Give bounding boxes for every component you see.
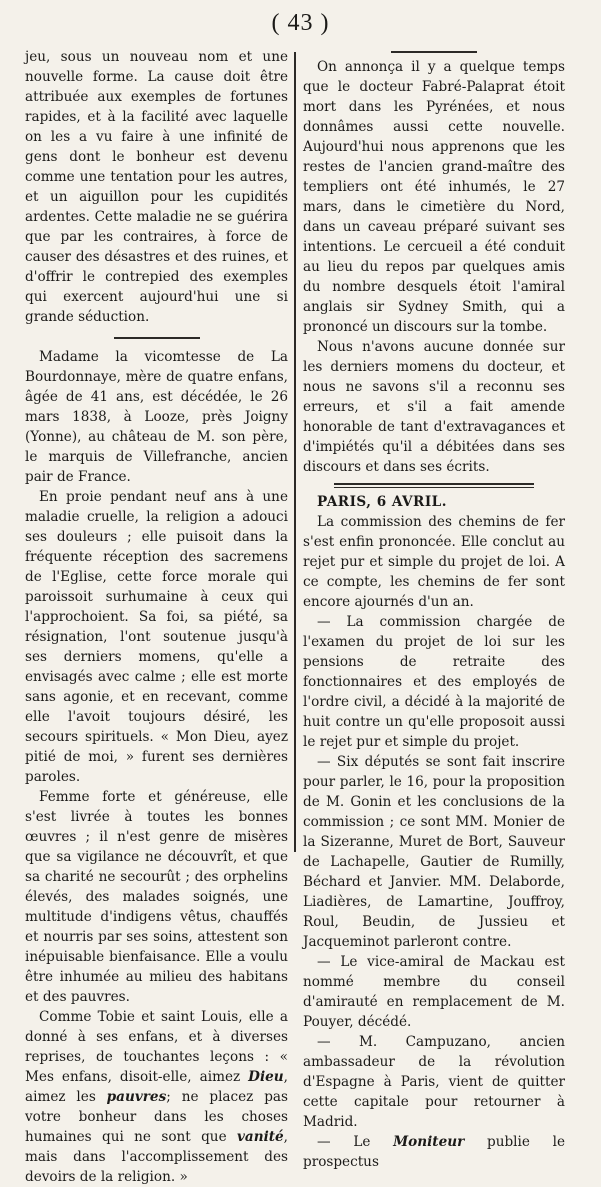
intro-paragraph: jeu, sous un nouveau nom et une nouvelle forme. La cause doit être attribuée aux exemples de fortunes rapides, et à la facilité avec laquelle on les a vu faire à une infinité de gens dont le bonheur est devenu comme une tentation pour les autres, et un aiguillon pour les cupidités ardentes. Cette maladie ne se guérira que par les contraires, à force de causer des désastres et des ruines, et d'offrir le contrepied des exemples qui exercent aujourd'hui une si grande séduction.: [25, 49, 288, 325]
text-run: — Le: [317, 1134, 394, 1150]
paris-last-paragraph: [303, 1132, 565, 1172]
article-separator: [391, 51, 477, 53]
article-separator: [114, 337, 200, 339]
column-divider: [294, 52, 296, 852]
obituary-paragraph: Femme forte et généreuse, elle s'est livrée à toutes les bonnes œuvres ; il n'est genre de misères que sa vigilance ne découvrît, et que sa charité ne secourût ; des orphelins élevés, des malades soignés, une multitude d'indigens vêtus, chauffés et nourris par ses soins, attestent son inépuisable bienfaisance. Elle a voulu être inhumée au milieu des habitans et des pauvres.: [25, 789, 288, 1005]
paris-paragraph: — M. Campuzano, ancien ambassadeur de la révolution d'Espagne à Paris, vient de quitter cette capitale pour retourner à Madrid.: [303, 1034, 565, 1130]
obituary-paragraph: En proie pendant neuf ans à une maladie cruelle, la religion a adouci ses douleurs ; elle puisoit dans la fréquente réception des sacremens de l'Eglise, cette force morale qui paroissoit surhumaine à ceux qui l'approchoient. Sa foi, sa piété, sa résignation, l'ont soutenue jusqu'à ses derniers momens, qu'elle a envisagés avec calme ; elle est morte sans agonie, et en recevant, comme elle l'avoit toujours désiré, les secours spirituels. « Mon Dieu, ayez pitié de moi, » furent ses dernières paroles.: [25, 489, 288, 785]
paris-paragraph: — La commission chargée de l'examen du projet de loi sur les pensions de retraite des fonctionnaires et des employés de l'ordre civil, a décidé à la majorité de huit contre un qu'elle proposoit aussi le rejet pur et simple du projet.: [303, 614, 565, 750]
text-run: , mais dans l'accomplissement des devoirs de la religion. »: [25, 1129, 288, 1185]
section-heading: PARIS, 6 AVRIL.: [317, 494, 447, 510]
paris-paragraph: La commission des chemins de fer s'est enfin prononcée. Elle conclut au rejet pur et simple du projet de loi. A ce compte, les chemins de fer sont encore ajournés d'un an.: [303, 514, 565, 610]
text-run: publie le prospectus: [303, 1134, 566, 1170]
text-run: ; ne placez pas votre bonheur dans les choses humaines qui ne sont que: [25, 1089, 288, 1145]
obituary-paragraph: Madame la vicomtesse de La Bourdonnaye, mère de quatre enfans, âgée de 41 ans, est décédée, le 26 mars 1838, à Looze, près Joigny (Yonne), au château de M. son père, le marquis de Villefranche, ancien pair de France.: [25, 349, 288, 485]
text-run: Comme Tobie et saint Louis, elle a donné à ses enfans, et à diverses reprises, de touchantes leçons : « Mes enfans, disoit-elle, aimez: [25, 1009, 288, 1085]
paris-paragraph: — Le vice-amiral de Mackau est nommé membre du conseil d'amirauté en remplacement de M. Pouyer, décédé.: [303, 954, 565, 1030]
paris-paragraph: — Six députés se sont fait inscrire pour parler, le 16, pour la proposition de M. Gonin et les conclusions de la commission ; ce sont MM. Monier de la Sizeranne, Muret de Bort, Sauveur de Lachapelle, Gautier de Rumilly, Béchard et Janvier. MM. Delaborde, Liadières, de Lamartine, Jouffroy, Roul, Beudin, de Jussieu et Jacqueminot parleront contre.: [303, 754, 565, 950]
news-paragraph: On annonça il y a quelque temps que le docteur Fabré-Palaprat étoit mort dans les Pyrénées, et nous donnâmes aussi cette nouvelle. Aujourd'hui nous apprenons que les restes de l'ancien grand-maître des templiers ont été inhumés, le 27 mars, dans le cimetière du Nord, dans un caveau préparé suivant ses intentions. Le cercueil a été conduit au lieu du repos par quelques amis du nombre desquels étoit l'amiral anglais sir Sydney Smith, qui a prononcé un discours sur la tombe.: [303, 59, 565, 335]
news-paragraph: Nous n'avons aucune donnée sur les derniers momens du docteur, et nous ne savons s'il a reconnu ses erreurs, et s'il a fait amende honorable de tant d'extravagances et d'impiétés qu'il a débitées dans ses discours et dans ses écrits.: [303, 339, 565, 475]
text-run: , aimez les: [25, 1069, 288, 1105]
italic-word: Moniteur: [393, 1134, 465, 1150]
right-column: [303, 47, 565, 1172]
left-column: [25, 47, 288, 1187]
section-rule: [334, 483, 534, 488]
obituary-last-paragraph: [25, 1007, 288, 1187]
italic-word: pauvres: [106, 1089, 167, 1105]
italic-word: vanité: [236, 1129, 284, 1145]
italic-word: Dieu: [248, 1069, 284, 1085]
page-number: ( 43 ): [271, 10, 330, 36]
